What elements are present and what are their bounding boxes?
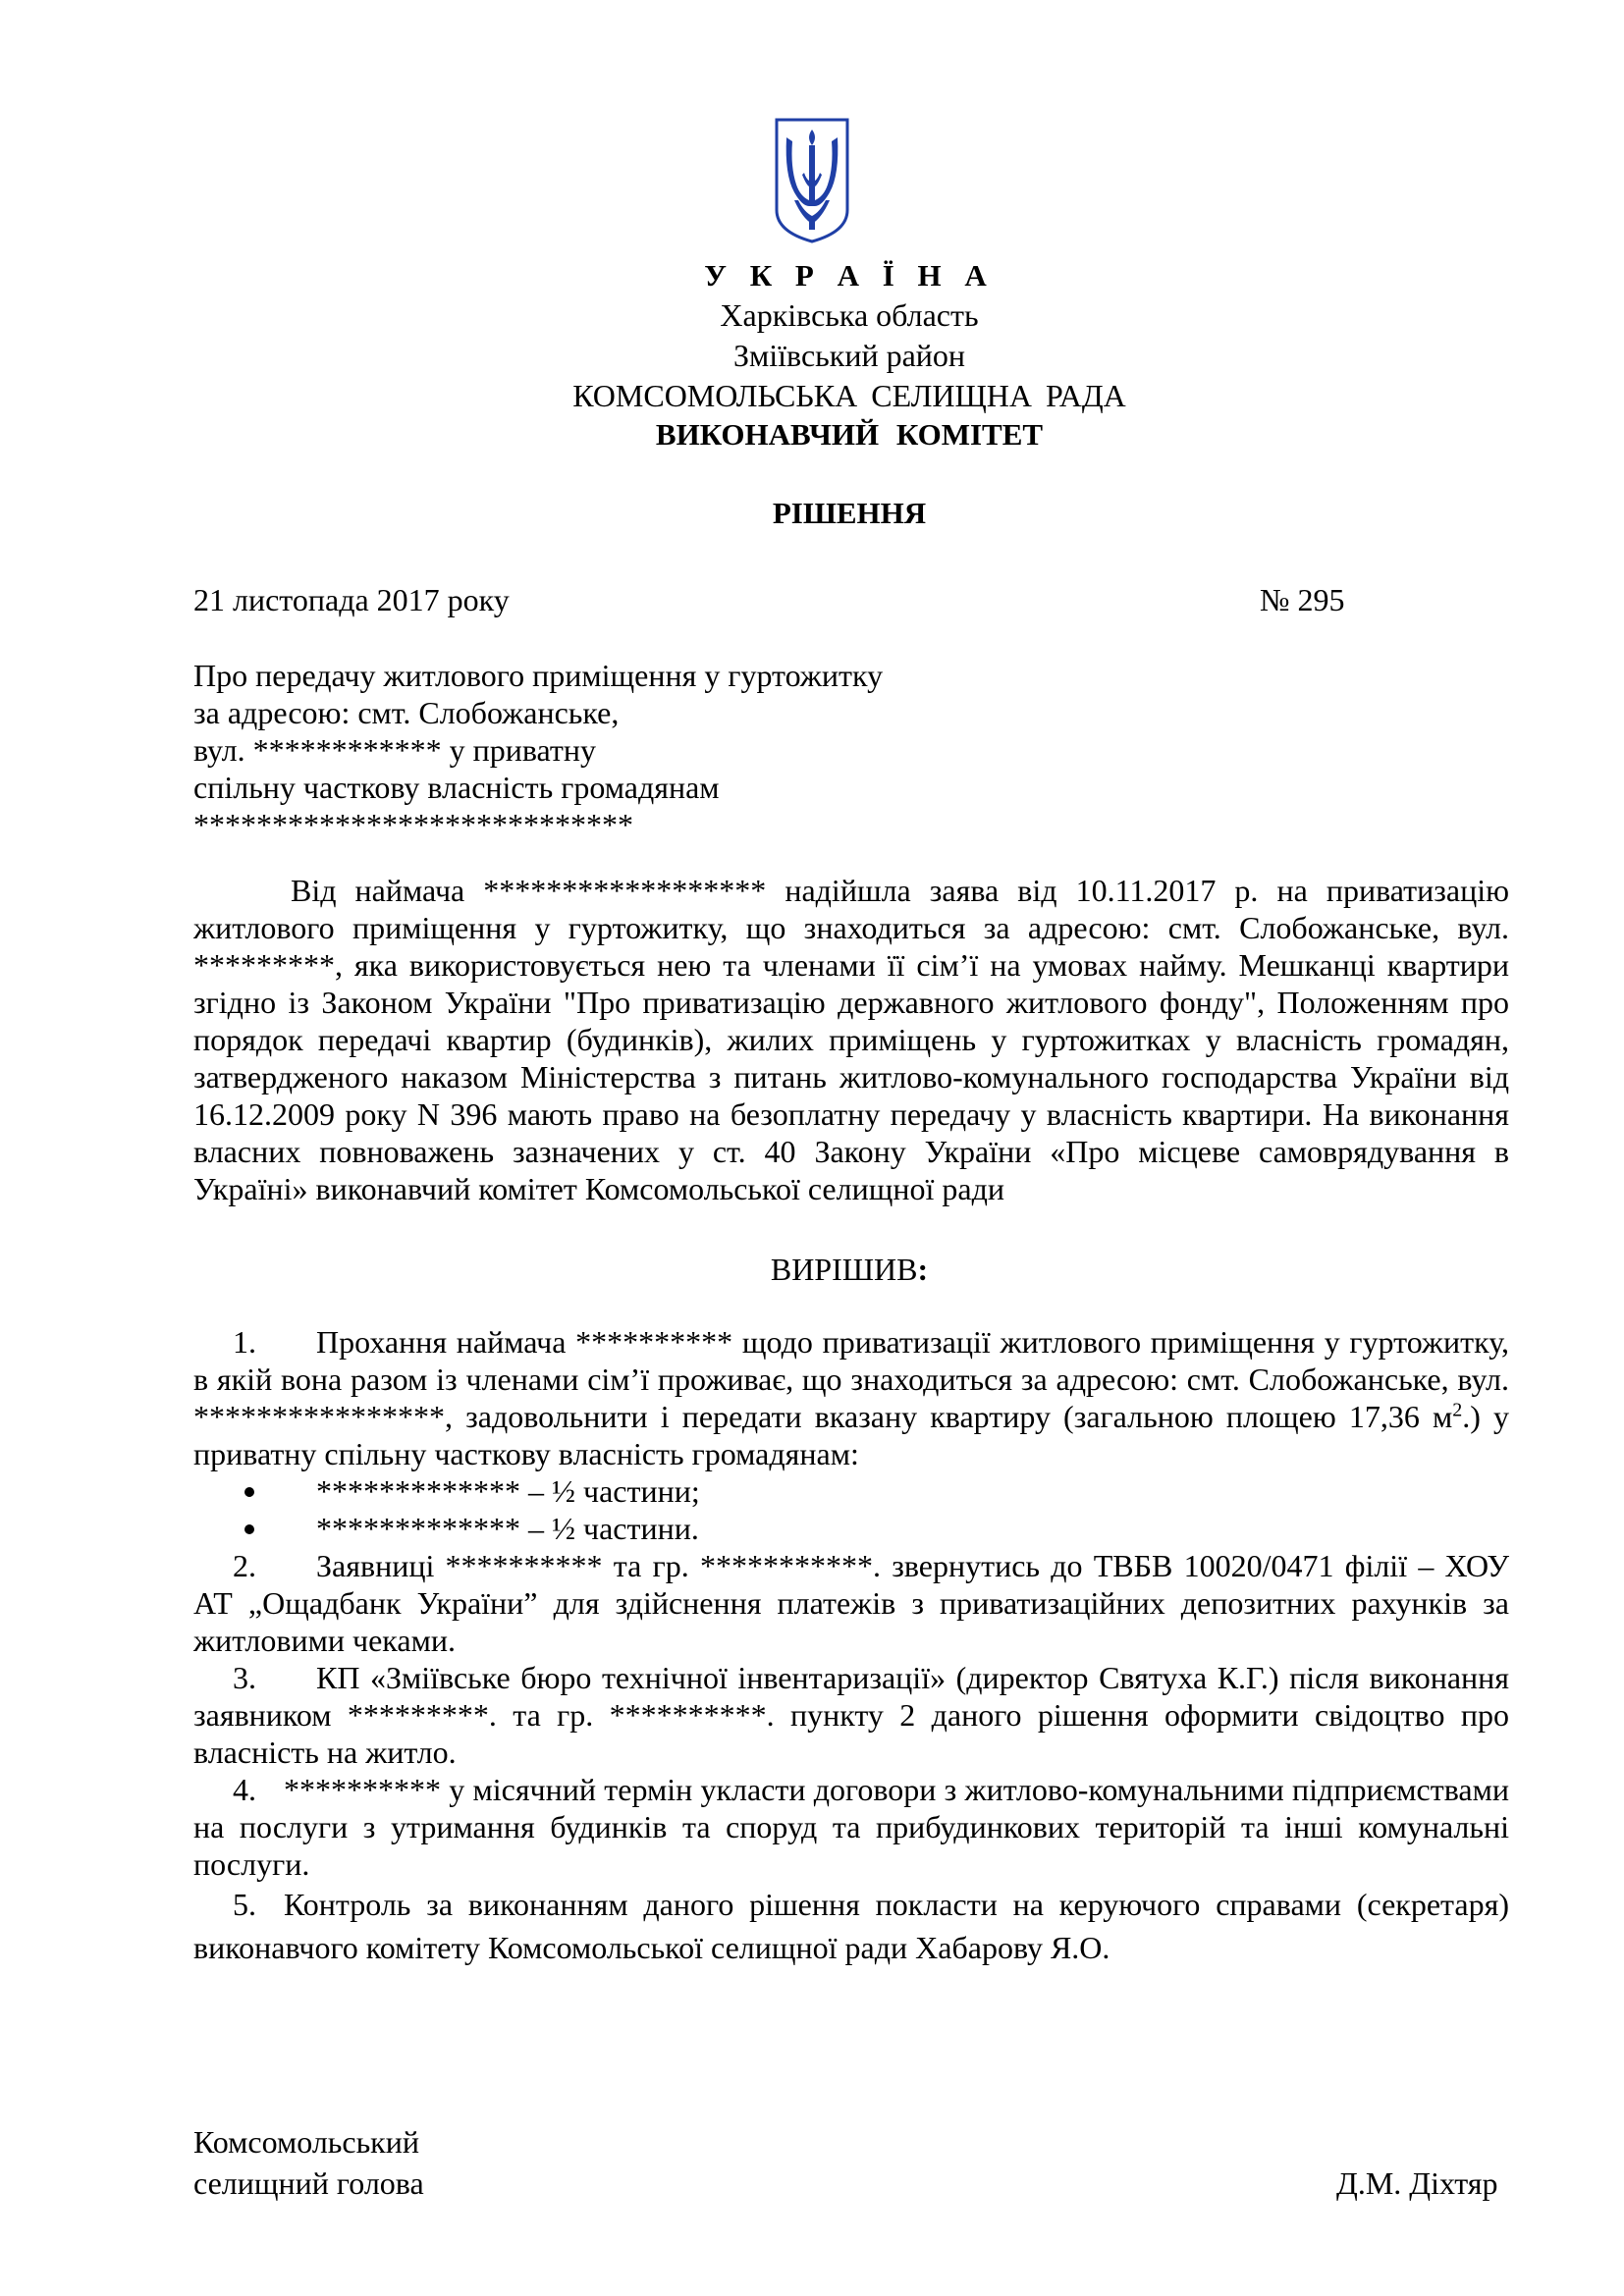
item-text: ********** у місячний термін укласти договори з житлово-комунальними підприємствами на послуги з утримання будинків та споруд та прибудинкових територій та інші комунальні послуги. <box>193 1772 1509 1882</box>
decision-item-2 <box>193 1547 1509 1659</box>
signer-title-line: Комсомольський <box>193 2124 419 2160</box>
owner-bullet-1 <box>193 1472 1509 1510</box>
item-number: 5. <box>233 1887 256 1922</box>
country-heading: У К Р А Ї Н А <box>704 258 995 293</box>
decision-item-5 <box>193 1883 1509 1969</box>
bullet-icon <box>244 1487 254 1497</box>
subject-line: вул. ************ у приватну <box>193 732 596 768</box>
signer-title-line: селищний голова <box>193 2165 424 2201</box>
bullet-text: ************* – ½ частини. <box>316 1511 699 1546</box>
resolved-colon: : <box>917 1252 929 1287</box>
decision-items <box>193 1323 1509 1969</box>
item-number: 2. <box>233 1548 256 1583</box>
council-line: КОМСОМОЛЬСЬКА СЕЛИЩНА РАДА <box>572 378 1126 413</box>
resolved-word: ВИРІШИВ <box>770 1252 918 1287</box>
signer-name: Д.М. Діхтяр <box>1336 2165 1498 2201</box>
document-date: 21 листопада 2017 року <box>193 582 510 617</box>
decision-item-4 <box>193 1771 1509 1883</box>
resolved-heading <box>0 1251 1624 1288</box>
item-text-tail: .) у приватну спільну часткову власність громадянам: <box>193 1399 1510 1471</box>
bullet-icon <box>244 1524 254 1534</box>
item-text: КП «Зміївське бюро технічної інвентаризації» (директор Святуха К.Г.) після виконання заявником *********. та гр. **********. пункту 2 даного рішення оформити свідоцтво про власність на житло. <box>193 1660 1509 1770</box>
subject-line: **************************** <box>193 807 633 842</box>
committee-line: ВИКОНАВЧИЙ КОМІТЕТ <box>655 417 1044 452</box>
subject-block <box>193 657 979 843</box>
document-type-title: РІШЕННЯ <box>772 496 927 530</box>
decision-item-3 <box>193 1659 1509 1771</box>
subject-line: за адресою: смт. Слобожанське, <box>193 695 620 730</box>
signer-title <box>193 2123 424 2206</box>
decision-item-1 <box>193 1323 1509 1472</box>
item-number: 4. <box>233 1772 256 1807</box>
trident-emblem-icon <box>773 116 851 245</box>
subject-line: Про передачу житлового приміщення у гуртожитку <box>193 658 884 693</box>
rayon-line: Зміївський район <box>732 338 966 373</box>
item-text: Заявниці ********** та гр. ***********. звернутись до ТВБВ 10020/0471 філії – ХОУ АТ „Ощадбанк України” для здійснення платежів з приватизаційних депозитних рахунків за житловими чеками. <box>193 1548 1509 1658</box>
item-number: 3. <box>233 1660 256 1695</box>
item-text: Прохання наймача ********** щодо приватизації житлового приміщення у гуртожитку, в якій вона разом із членами сім’ї проживає, що знаходиться за адресою: смт. Слобожанське, вул. ****************, задовольнити і передати вказану квартиру (загальною площею 17,36 м <box>193 1324 1509 1434</box>
area-superscript: 2 <box>1452 1399 1463 1421</box>
item-number: 1. <box>233 1324 256 1360</box>
item-text: Контроль за виконанням даного рішення покласти на керуючого справами (секретаря) виконавчого комітету Комсомольської селищної ради Хабарову Я.О. <box>193 1887 1509 1965</box>
intro-paragraph: Від наймача ****************** надійшла заява від 10.11.2017 р. на приватизацію житлового приміщення у гуртожитку, що знаходиться за адресою: смт. Слобожанське, вул. *********, яка використовується нею та членами її сім’ї на умовах найму. Мешканці квартири згідно із Законом України "Про приватизацію державного житлового фонду", Положенням про порядок передачі квартир (будинків), жилих приміщень у гуртожитках у власність громадян, затвердженого наказом Міністерства з питань житлово-комунального господарства України від 16.12.2009 року N 396 мають право на безоплатну передачу у власність квартири. На виконання власних повноважень зазначених у ст. 40 Закону України «Про місцеве самоврядування в Україні» виконавчий комітет Комсомольської селищної ради <box>193 873 1509 1206</box>
oblast-line: Харківська область <box>720 297 979 333</box>
bullet-text: ************* – ½ частини; <box>316 1473 700 1509</box>
subject-line: спільну часткову власність громадянам <box>193 770 720 805</box>
document-number: № 295 <box>1260 582 1345 617</box>
owner-bullet-2 <box>193 1510 1509 1547</box>
